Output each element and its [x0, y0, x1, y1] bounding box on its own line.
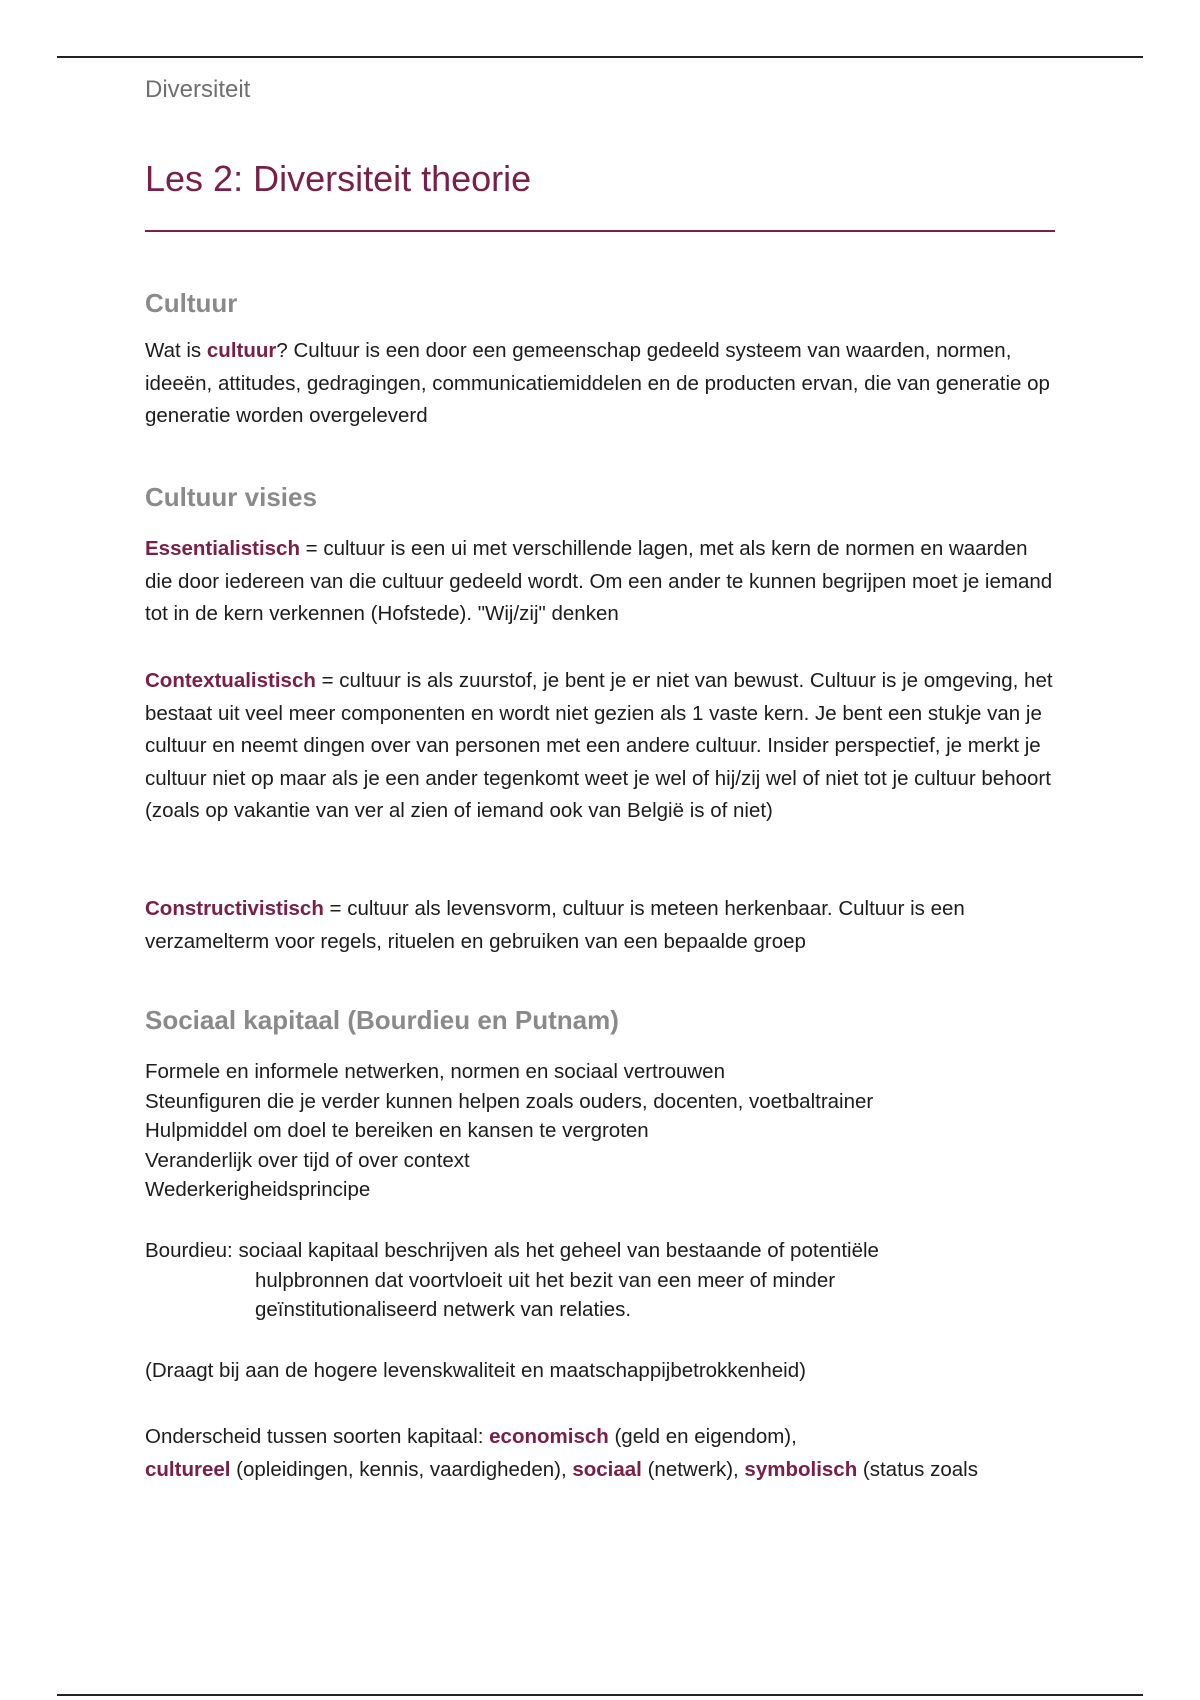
list-item: Formele en informele netwerken, normen en sociaal vertrouwen [145, 1060, 725, 1083]
term-sociaal: sociaal [572, 1457, 642, 1481]
sociaal-desc: (netwerk), [641, 1457, 745, 1481]
sociaal-kapitaal-list [145, 1057, 1055, 1205]
economisch-desc: (geld en eigendom), [608, 1425, 797, 1448]
term-symbolisch: symbolisch [744, 1457, 858, 1481]
bourdieu-line: Bourdieu: sociaal kapitaal beschrijven als het geheel van bestaande of potentiële [145, 1239, 879, 1262]
term-contextualistisch: Contextualistisch [145, 669, 316, 692]
term-cultuur: cultuur [206, 339, 277, 362]
symbolisch-desc: (status zoals [857, 1457, 978, 1481]
kapitaal-line-1 [145, 1421, 1055, 1454]
essentialistisch-text: = cultuur is een ui met verschillende lagen, met als kern de normen en waarden die door iedereen van die cultuur gedeeld wordt. Om een ander te kunnen begrijpen moet je iemand tot in de kern verkennen (Hofstede). "Wij/zij" denken [145, 537, 1053, 625]
list-item: Veranderlijk over tijd of over context [145, 1148, 470, 1172]
title-underline [145, 230, 1055, 232]
heading-cultuur-visies: Cultuur visies [145, 482, 317, 512]
top-page-rule [57, 56, 1143, 58]
term-constructivistisch: Constructivistisch [145, 897, 324, 920]
list-item: Steunfiguren die je verder kunnen helpen zoals ouders, docenten, voetbaltrainer [145, 1089, 874, 1113]
term-essentialistisch: Essentialistisch [145, 537, 300, 560]
page-title: Les 2: Diversiteit theorie [145, 158, 532, 199]
cultureel-desc: (opleidingen, kennis, vaardigheden), [230, 1457, 573, 1481]
kapitaal-line-2 [145, 1454, 1055, 1487]
term-economisch: economisch [489, 1425, 609, 1448]
kapitaal-prefix: Onderscheid tussen soorten kapitaal: [145, 1425, 490, 1448]
list-item: Hulpmiddel om doel te bereiken en kansen te vergroten [145, 1119, 649, 1142]
sociaal-note: (Draagt bij aan de hogere levenskwaliteit en maatschappijbetrokkenheid) [145, 1359, 806, 1382]
paragraph-essentialistisch [145, 533, 1055, 631]
bottom-page-rule [57, 1694, 1143, 1696]
bourdieu-definition [145, 1236, 1055, 1325]
cultuur-q-prefix: Wat is [145, 339, 207, 362]
term-cultureel: cultureel [145, 1457, 231, 1481]
bourdieu-line: hulpbronnen dat voortvloeit uit het bezit van een meer of minder [255, 1268, 836, 1292]
heading-sociaal-kapitaal: Sociaal kapitaal (Bourdieu en Putnam) [145, 1005, 619, 1035]
contextualistisch-text: = cultuur is als zuurstof, je bent je er niet van bewust. Cultuur is je omgeving, het bestaat uit veel meer componenten en wordt niet gezien als 1 vaste kern. Je bent een stukje van je cultuur en neemt dingen over van personen met een andere cultuur. Insider perspectief, je merkt je cultuur niet op maar als je een ander tegenkomt weet je wel of hij/zij wel of niet tot je cultuur behoort (zoals op vakantie van ver al zien of iemand ook van België is of niet) [145, 669, 1053, 822]
paragraph-contextualistisch [145, 665, 1055, 828]
bourdieu-line: geïnstitutionaliseerd netwerk van relaties. [255, 1298, 632, 1321]
list-item: Wederkerigheidsprincipe [145, 1178, 371, 1201]
kapitaal-soorten [145, 1421, 1055, 1486]
cultuur-definition [145, 335, 1055, 433]
cultuur-q-rest: ? Cultuur is een door een gemeenschap gedeeld systeem van waarden, normen, ideeën, attitudes, gedragingen, communicatiemiddelen en de producten ervan, die van generatie op generatie worden overgeleverd [145, 339, 1050, 427]
heading-cultuur: Cultuur [145, 288, 238, 318]
document-header: Diversiteit [145, 76, 251, 103]
paragraph-constructivistisch [145, 893, 1055, 958]
constructivistisch-text: = cultuur als levensvorm, cultuur is meteen herkenbaar. Cultuur is een verzamelterm voor regels, rituelen en gebruiken van een bepaalde groep [145, 897, 965, 953]
